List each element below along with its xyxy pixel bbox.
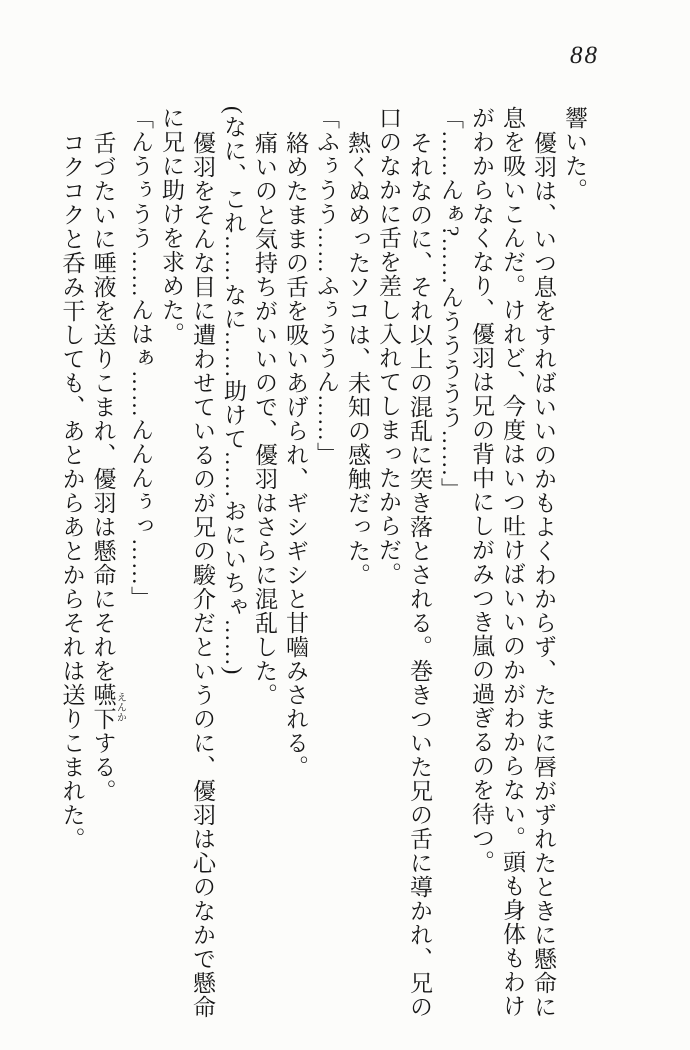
text-line: 「んうぅうう……んはぁ……んんんぅっ……」 (128, 106, 153, 610)
text-line: 絡めたままの舌を吸いあげられ、ギシギシと甘嚙みされる。 (283, 131, 308, 779)
text-line: (なに、これ……なに……助けて……おにいちゃ……) (221, 106, 246, 676)
text-line: 口のなかに舌を差し入れてしまったからだ。 (376, 106, 401, 586)
page-number: 88 (570, 42, 599, 69)
text-line: 優羽をそんな目に遭わせているのが兄の駿介だというのに、優羽は心のなかで懸命 (190, 131, 215, 1019)
text-line: 「ふぅうう……ふぅううん……」 (314, 106, 339, 466)
text-line: がわからなくなり、優羽は兄の背中にしがみつき嵐の過ぎるのを待つ。 (469, 106, 494, 874)
ruby-annotation: 嚥下 えんか (90, 683, 126, 731)
text-line: 優羽は、いつ息をすればいいのかもよくわからず、たまに唇がずれたときに懸命に (531, 131, 556, 1019)
text-line: 「……んぁ?……んううううう……」 (438, 106, 463, 502)
text-line: 響いた。 (562, 106, 587, 202)
text-line: 痛いのと気持ちがいいので、優羽はさらに混乱した。 (252, 131, 277, 707)
text-line: コクコクと呑み干しても、あとからあとからそれは送りこまれた。 (59, 131, 85, 851)
text-line: に兄に助けを求めた。 (159, 106, 184, 346)
text-line: 息を吸いこんだ。けれど、今度はいつ吐けばいいのかがわからない。頭も身体もわけ (500, 106, 525, 1018)
text-line: 舌づたいに唾液を送りこまれ、優羽は懸命にそれを嚥下 えんかする。 (90, 131, 126, 803)
vertical-text-block (57, 106, 591, 1022)
text-line: 熱くぬめったソコは、未知の感触だった。 (345, 131, 370, 587)
text-line: それなのに、それ以上の混乱に突き落とされる。巻きついた兄の舌に導かれ、兄の (407, 131, 432, 1019)
